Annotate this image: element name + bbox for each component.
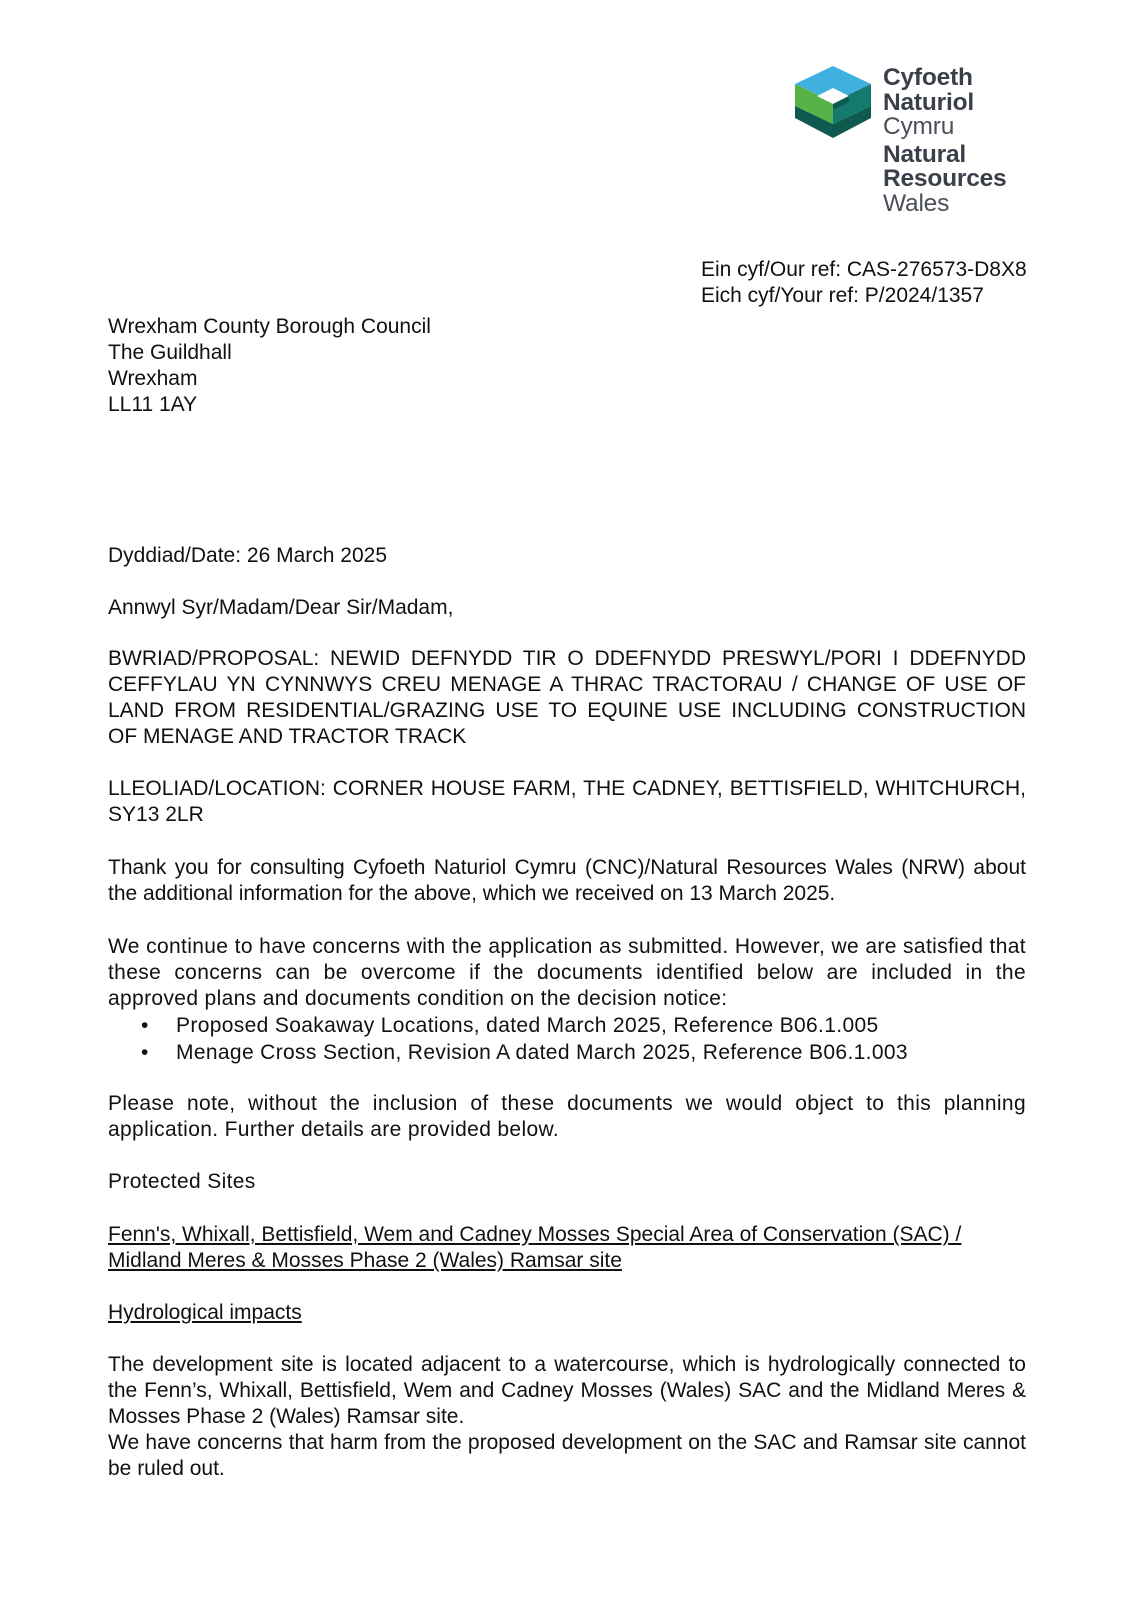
recipient-address	[108, 314, 431, 418]
logo-wordmark	[883, 66, 1007, 216]
document-list	[108, 1012, 1026, 1066]
bullet-icon: •	[141, 1014, 149, 1037]
logo-line-naturiol: Naturiol	[883, 88, 974, 116]
bullet-icon: •	[141, 1041, 149, 1064]
logo-line-resources: Resources	[883, 165, 1007, 192]
your-ref: Eich cyf/Your ref: P/2024/1357	[701, 284, 984, 307]
reference-block	[701, 257, 1027, 309]
proposal-paragraph: BWRIAD/PROPOSAL: NEWID DEFNYDD TIR O DDEFNYDD PRESWYL/PORI I DDEFNYDD CEFFYLAU YN CYNNWYS CREU MENAGE A THRAC TRACTORAU / CHANGE OF USE OF LAND FROM RESIDENTIAL/GRAZING USE TO EQUINE USE INCLUDING CONSTRUCTION OF MENAGE AND TRACTOR TRACK	[108, 647, 1026, 748]
salutation: Annwyl Syr/Madam/Dear Sir/Madam,	[108, 596, 454, 619]
concerns-paragraph: We continue to have concerns with the application as submitted. However, we are satisfied that these concerns can be overcome if the documents identified below are included in the approved plans and documents condition on the decision notice:	[108, 935, 1026, 1010]
list-item	[108, 1039, 1026, 1066]
protected-sites-heading: Protected Sites	[108, 1170, 256, 1193]
development-concern-paragraph: We have concerns that harm from the proposed development on the SAC and Ramsar site cannot be ruled out.	[108, 1431, 1026, 1480]
address-line-4: LL11 1AY	[108, 393, 198, 416]
hydrological-impacts-heading: Hydrological impacts	[108, 1301, 302, 1324]
list-item	[108, 1012, 1026, 1039]
site-heading: Fenn's, Whixall, Bettisfield, Wem and Cadney Mosses Special Area of Conservation (SAC) / Midland Meres & Mosses Phase 2 (Wales) Ramsar site	[108, 1223, 962, 1272]
list-item-text: Menage Cross Section, Revision A dated March 2025, Reference B06.1.003	[176, 1041, 908, 1064]
list-item-text: Proposed Soakaway Locations, dated March 2025, Reference B06.1.005	[176, 1014, 879, 1037]
logo-line-natural: Natural	[883, 140, 967, 168]
thanks-paragraph: Thank you for consulting Cyfoeth Naturiol Cymru (CNC)/Natural Resources Wales (NRW) about the additional information for the above, which we received on 13 March 2025.	[108, 856, 1026, 905]
location-paragraph: LLEOLIAD/LOCATION: CORNER HOUSE FARM, THE CADNEY, BETTISFIELD, WHITCHURCH, SY13 2LR	[108, 777, 1026, 826]
our-ref: Ein cyf/Our ref: CAS-276573-D8X8	[701, 258, 1027, 281]
logo-line-wales: Wales	[883, 189, 950, 217]
development-site-paragraph: The development site is located adjacent to a watercourse, which is hydrologically connected to the Fenn’s, Whixall, Bettisfield, Wem and Cadney Mosses (Wales) SAC and the Midland Meres & Mosses Phase 2 (Wales) Ramsar site.	[108, 1353, 1026, 1428]
nrw-logo	[795, 66, 1045, 226]
note-paragraph: Please note, without the inclusion of these documents we would object to this planning application. Further details are provided below.	[108, 1092, 1026, 1141]
address-line-2: The Guildhall	[108, 341, 232, 364]
address-line-3: Wrexham	[108, 367, 198, 390]
logo-line-cymru: Cymru	[883, 113, 955, 140]
address-line-1: Wrexham County Borough Council	[108, 315, 431, 338]
nrw-logo-icon	[795, 66, 871, 138]
letter-date: Dyddiad/Date: 26 March 2025	[108, 544, 387, 567]
logo-line-cyfoeth: Cyfoeth	[883, 64, 973, 91]
